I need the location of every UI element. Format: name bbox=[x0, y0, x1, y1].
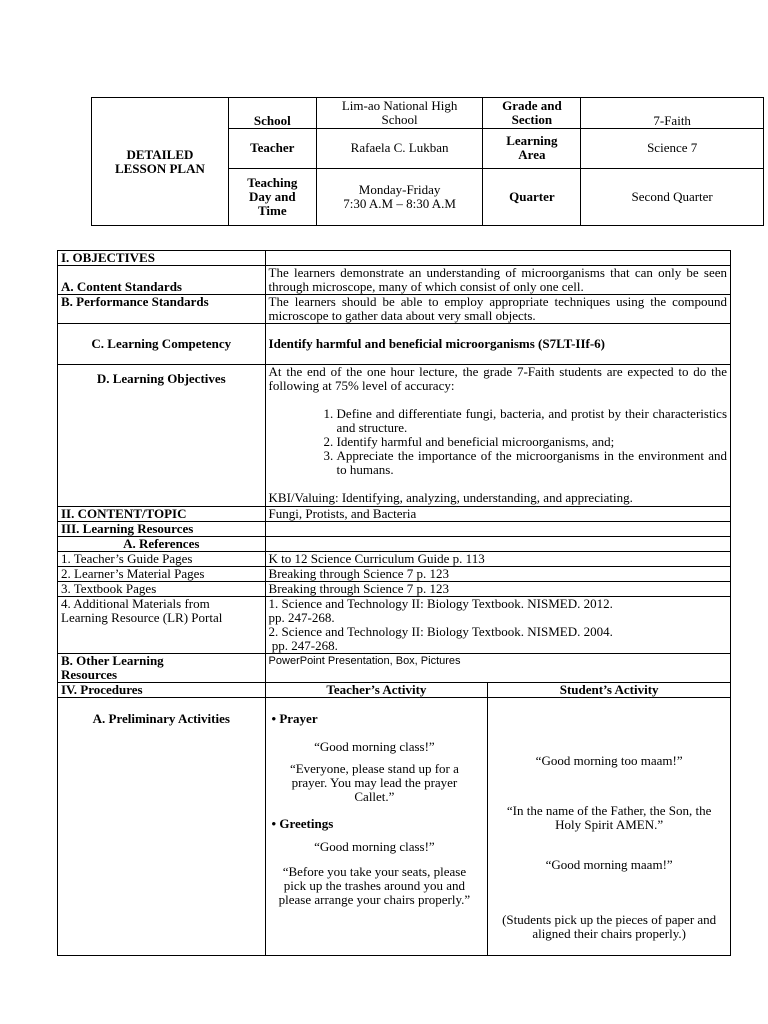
table-row bbox=[58, 537, 731, 552]
learning-objectives-intro: At the end of the one hour lecture, the grade 7-Faith students are expected to do the following at 75% level of accuracy: bbox=[268, 364, 727, 393]
school-value: Lim-ao National High School bbox=[316, 98, 483, 129]
learning-objectives-label: D. Learning Objectives bbox=[58, 365, 266, 507]
time-value: Monday-Friday 7:30 A.M – 8:30 A.M bbox=[316, 168, 483, 225]
content-topic-label: II. CONTENT/TOPIC bbox=[58, 507, 266, 522]
table-row bbox=[58, 683, 731, 698]
performance-standards-label: B. Performance Standards bbox=[58, 295, 266, 324]
grade-label: Grade and Section bbox=[483, 98, 581, 129]
performance-standards-text: The learners should be able to employ appropriate techniques using the compound microscope to gather data about very small objects. bbox=[265, 295, 730, 324]
kbi-valuing: KBI/Valuing: Identifying, analyzing, understanding, and appreciating. bbox=[268, 490, 633, 505]
additional-materials-label: 4. Additional Materials from Learning Resource (LR) Portal bbox=[58, 597, 266, 654]
lesson-plan-table bbox=[57, 250, 731, 956]
list-item: 1. Define and differentiate fungi, bacteria, and protist by their characteristics and structure. bbox=[337, 407, 727, 435]
objectives-heading: I. OBJECTIVES bbox=[58, 251, 266, 266]
content-standards-label: A. Content Standards bbox=[58, 266, 266, 295]
content-topic-value: Fungi, Protists, and Bacteria bbox=[265, 507, 730, 522]
table-row bbox=[58, 567, 731, 582]
list-item: 2. Identify harmful and beneficial microorganisms, and; bbox=[337, 435, 727, 449]
quarter-label: Quarter bbox=[483, 168, 581, 225]
teacher-activity-header: Teacher’s Activity bbox=[265, 683, 488, 698]
table-row bbox=[58, 324, 731, 365]
table-row bbox=[58, 522, 731, 537]
preliminary-activities-label: A. Preliminary Activities bbox=[58, 698, 266, 956]
content-standards-text: The learners demonstrate an understanding of microorganisms that can only be seen through microscope, many of which consist of only one cell. bbox=[265, 266, 730, 295]
teacher-line: “Everyone, please stand up for a prayer. You may lead the prayer Callet.” bbox=[289, 761, 459, 804]
learning-objectives-list bbox=[269, 407, 727, 477]
student-line: “Good morning too maam!” bbox=[535, 753, 683, 768]
learning-competency-text: Identify harmful and beneficial microorganisms (S7LT-IIf-6) bbox=[265, 324, 730, 365]
other-resources-label: B. Other Learning Resources bbox=[58, 654, 266, 683]
teacher-line: “Good morning class!” bbox=[314, 839, 435, 854]
teachers-guide-label: 1. Teacher’s Guide Pages bbox=[58, 552, 266, 567]
learners-material-label: 2. Learner’s Material Pages bbox=[58, 567, 266, 582]
teacher-label: Teacher bbox=[228, 129, 316, 168]
table-row bbox=[58, 597, 731, 654]
table-row bbox=[58, 266, 731, 295]
textbook-pages-label: 3. Textbook Pages bbox=[58, 582, 266, 597]
teachers-guide-value: K to 12 Science Curriculum Guide p. 113 bbox=[265, 552, 730, 567]
header-table bbox=[91, 97, 764, 226]
references-heading: A. References bbox=[58, 537, 266, 552]
prayer-heading: • Prayer bbox=[271, 711, 318, 726]
student-line: (Students pick up the pieces of paper and aligned their chairs properly.) bbox=[502, 912, 717, 941]
learning-resources-heading: III. Learning Resources bbox=[58, 522, 266, 537]
additional-materials-value: 1. Science and Technology II: Biology Textbook. NISMED. 2012. pp. 247-268. 2. Science and Technology II: Biology Textbook. NISMED. 2004. pp. 247-268. bbox=[265, 597, 730, 654]
lesson-plan-title: DETAILED LESSON PLAN bbox=[92, 98, 229, 226]
teacher-value: Rafaela C. Lukban bbox=[316, 129, 483, 168]
greetings-heading: • Greetings bbox=[271, 816, 334, 831]
time-label: Teaching Day and Time bbox=[228, 168, 316, 225]
procedures-heading: IV. Procedures bbox=[58, 683, 266, 698]
table-row bbox=[58, 251, 731, 266]
grade-value: 7-Faith bbox=[581, 98, 764, 129]
learning-objectives-cell bbox=[265, 365, 730, 507]
teacher-line: “Good morning class!” bbox=[314, 739, 435, 754]
table-row bbox=[58, 654, 731, 683]
table-row bbox=[58, 365, 731, 507]
student-line: “Good morning maam!” bbox=[545, 857, 673, 872]
list-item: 3. Appreciate the importance of the microorganisms in the environment and to humans. bbox=[337, 449, 727, 477]
area-label: Learning Area bbox=[483, 129, 581, 168]
table-row bbox=[58, 582, 731, 597]
learning-competency-label: C. Learning Competency bbox=[58, 324, 266, 365]
table-row bbox=[58, 698, 731, 956]
table-row bbox=[58, 552, 731, 567]
other-resources-value: PowerPoint Presentation, Box, Pictures bbox=[265, 654, 730, 683]
student-activity-header: Student’s Activity bbox=[488, 683, 731, 698]
teacher-line: “Before you take your seats, please pick up the trashes around you and please arrange your chairs properly.” bbox=[278, 864, 471, 907]
table-row bbox=[58, 507, 731, 522]
teacher-activity-cell bbox=[265, 698, 488, 956]
quarter-value: Second Quarter bbox=[581, 168, 764, 225]
student-activity-cell bbox=[488, 698, 731, 956]
learners-material-value: Breaking through Science 7 p. 123 bbox=[265, 567, 730, 582]
area-value: Science 7 bbox=[581, 129, 764, 168]
school-label: School bbox=[228, 98, 316, 129]
textbook-pages-value: Breaking through Science 7 p. 123 bbox=[265, 582, 730, 597]
table-row bbox=[58, 295, 731, 324]
student-line: “In the name of the Father, the Son, the Holy Spirit AMEN.” bbox=[506, 803, 712, 832]
